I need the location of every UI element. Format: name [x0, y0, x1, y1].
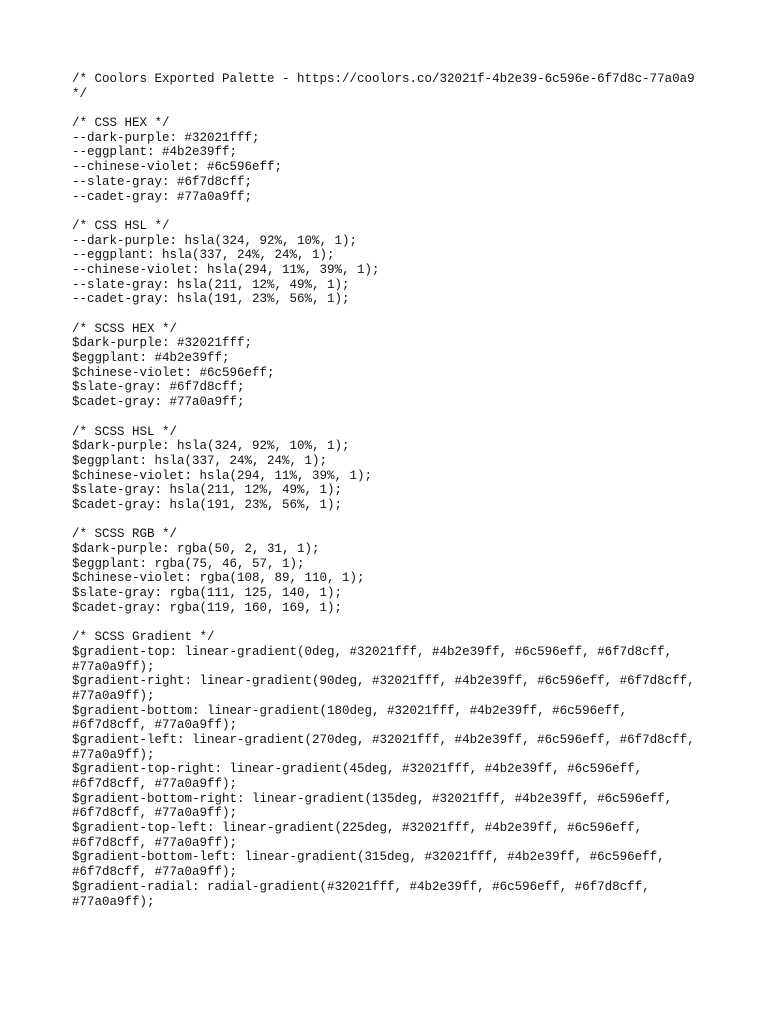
code-line: $gradient-top-left: linear-gradient(225deg, #32021fff, #4b2e39ff, #6c596eff, [72, 821, 643, 836]
code-line: $gradient-top-right: linear-gradient(45deg, #32021fff, #4b2e39ff, #6c596eff, [72, 762, 643, 777]
code-line: #6f7d8cff, #77a0a9ff); [72, 777, 238, 791]
section-comment-scss-gradient: /* SCSS Gradient */ [72, 630, 215, 645]
code-line: --cadet-gray: #77a0a9ff; [72, 189, 253, 204]
code-line: $gradient-top: linear-gradient(0deg, #32021fff, #4b2e39ff, #6c596eff, #6f7d8cff, [72, 644, 673, 659]
code-line: --dark-purple: hsla(324, 92%, 10%, 1); [72, 233, 358, 248]
section-gap [72, 101, 712, 116]
code-line: $gradient-left: linear-gradient(270deg, #32021fff, #4b2e39ff, #6c596eff, #6f7d8cff, [72, 732, 695, 747]
section-gap [72, 307, 712, 322]
code-line: --chinese-violet: hsla(294, 11%, 39%, 1); [72, 262, 380, 277]
code-line: #77a0a9ff); [72, 747, 155, 762]
header-line: */ [72, 86, 88, 101]
code-line: $dark-purple: #32021fff; [72, 336, 253, 351]
section-comment-scss-hex: /* SCSS HEX */ [72, 321, 178, 336]
code-line: --eggplant: #4b2e39ff; [72, 145, 238, 160]
code-line: --eggplant: hsla(337, 24%, 24%, 1); [72, 248, 335, 263]
section-gap [72, 615, 712, 630]
header-line: /* Coolors Exported Palette - https://coolors.co/32021f-4b2e39-6c596e-6f7d8c-77a0a9 [72, 72, 695, 86]
code-line: --slate-gray: #6f7d8cff; [72, 174, 253, 189]
code-line: --chinese-violet: #6c596eff; [72, 160, 283, 175]
code-line: #6f7d8cff, #77a0a9ff); [72, 718, 238, 733]
code-line: $eggplant: rgba(75, 46, 57, 1); [72, 556, 305, 571]
code-line: $chinese-violet: #6c596eff; [72, 365, 275, 380]
code-line: $gradient-right: linear-gradient(90deg, #32021fff, #4b2e39ff, #6c596eff, #6f7d8cff, [72, 674, 695, 689]
code-line: $gradient-bottom-right: linear-gradient(135deg, #32021fff, #4b2e39ff, #6c596eff, [72, 791, 673, 806]
code-line: #77a0a9ff); [72, 688, 155, 703]
code-line: $slate-gray: #6f7d8cff; [72, 380, 245, 395]
code-line: $dark-purple: rgba(50, 2, 31, 1); [72, 542, 320, 556]
section-comment-scss-rgb: /* SCSS RGB */ [72, 527, 178, 542]
code-line: $dark-purple: hsla(324, 92%, 10%, 1); [72, 439, 350, 454]
code-line: --dark-purple: #32021fff; [72, 130, 260, 145]
code-line: --slate-gray: hsla(211, 12%, 49%, 1); [72, 277, 350, 292]
code-line: #77a0a9ff); [72, 894, 155, 909]
code-line: $cadet-gray: #77a0a9ff; [72, 395, 245, 410]
section-comment-scss-hsl: /* SCSS HSL */ [72, 424, 178, 439]
code-line: $eggplant: #4b2e39ff; [72, 351, 230, 366]
code-line: #6f7d8cff, #77a0a9ff); [72, 865, 238, 880]
code-line: $gradient-bottom-left: linear-gradient(315deg, #32021fff, #4b2e39ff, #6c596eff, [72, 850, 665, 865]
section-comment-css-hex: /* CSS HEX */ [72, 116, 170, 131]
section-gap [72, 513, 712, 528]
code-line: $slate-gray: rgba(111, 125, 140, 1); [72, 586, 343, 601]
code-line: $slate-gray: hsla(211, 12%, 49%, 1); [72, 483, 343, 498]
code-line: $cadet-gray: rgba(119, 160, 169, 1); [72, 600, 343, 615]
section-comment-css-hsl: /* CSS HSL */ [72, 218, 170, 233]
document-page [72, 72, 712, 909]
code-line: #6f7d8cff, #77a0a9ff); [72, 806, 238, 821]
section-gap [72, 410, 712, 425]
code-line: $chinese-violet: hsla(294, 11%, 39%, 1); [72, 468, 373, 483]
code-line: #6f7d8cff, #77a0a9ff); [72, 835, 238, 850]
code-line: $gradient-radial: radial-gradient(#32021fff, #4b2e39ff, #6c596eff, #6f7d8cff, [72, 879, 650, 894]
section-gap [72, 204, 712, 219]
code-line: $gradient-bottom: linear-gradient(180deg, #32021fff, #4b2e39ff, #6c596eff, [72, 703, 628, 718]
code-line: $eggplant: hsla(337, 24%, 24%, 1); [72, 453, 328, 468]
code-line: $chinese-violet: rgba(108, 89, 110, 1); [72, 571, 365, 586]
code-line: #77a0a9ff); [72, 659, 155, 674]
code-line: --cadet-gray: hsla(191, 23%, 56%, 1); [72, 292, 350, 307]
code-line: $cadet-gray: hsla(191, 23%, 56%, 1); [72, 497, 343, 512]
